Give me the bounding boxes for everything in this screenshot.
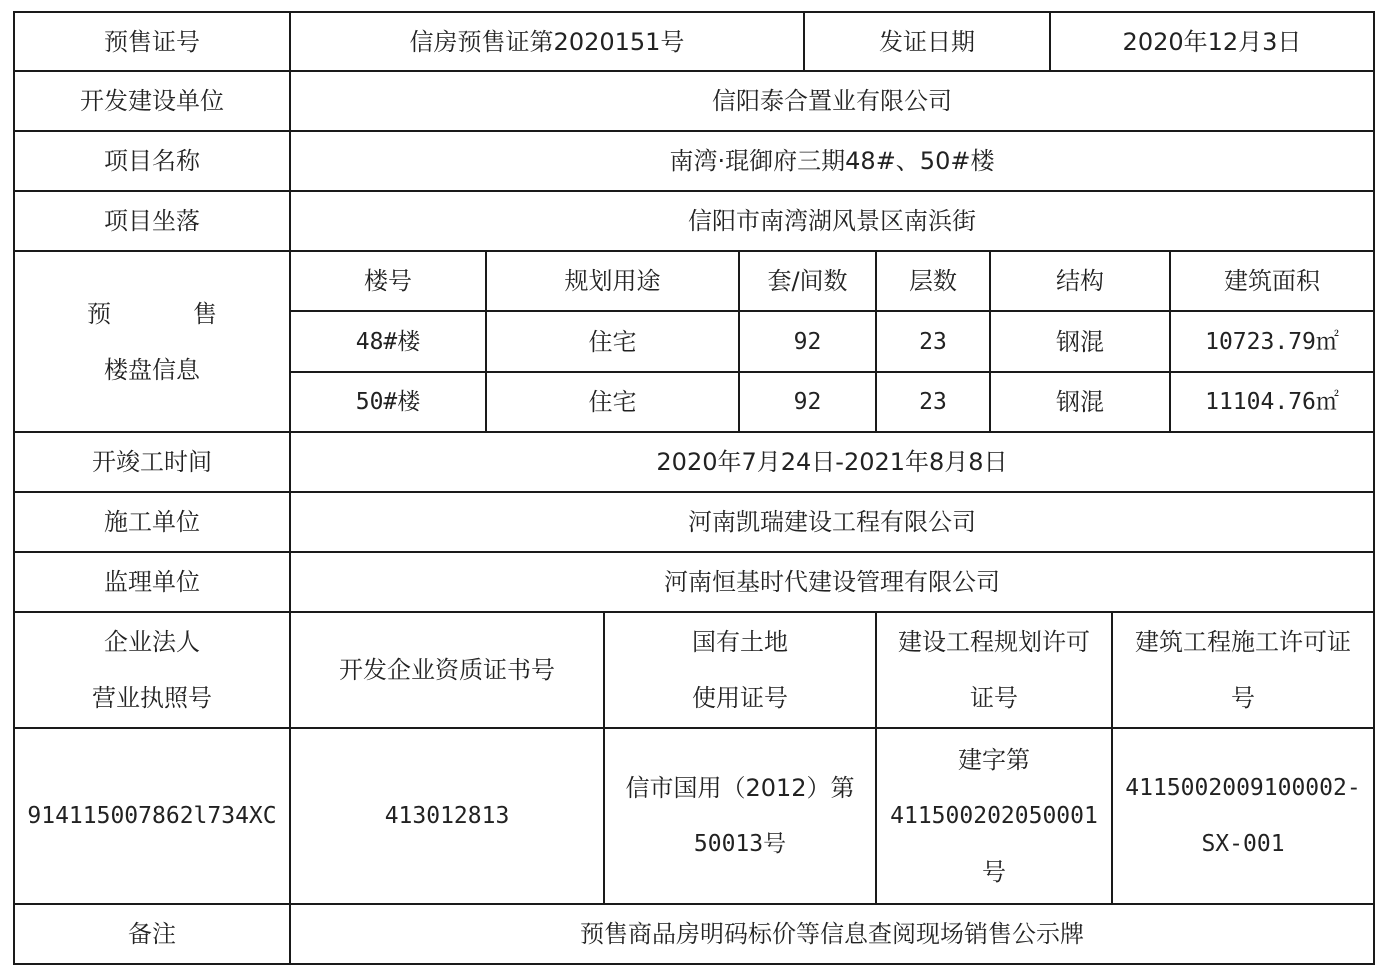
land-use-cert-label xyxy=(604,612,876,728)
grid-line xyxy=(989,250,991,432)
grid-line xyxy=(13,11,15,965)
table-row-50-floors: 23 xyxy=(919,389,947,415)
table-row-50-structure: 钢混 xyxy=(1056,388,1104,416)
grid-line xyxy=(1111,611,1113,904)
grid-line xyxy=(289,11,291,965)
header-planned-use: 规划用途 xyxy=(564,267,661,295)
project-name-value: 南湾·琨御府三期48#、50#楼 xyxy=(669,147,995,175)
grid-line xyxy=(875,250,877,432)
project-location-label: 项目坐落 xyxy=(104,207,200,235)
table-row-48-use: 住宅 xyxy=(588,327,637,356)
supervisor-value: 河南恒基时代建设管理有限公司 xyxy=(664,568,1000,596)
header-floor-area: 建筑面积 xyxy=(1224,267,1320,295)
developer-label: 开发建设单位 xyxy=(80,87,224,115)
construction-permit-value-2: SX-001 xyxy=(1201,831,1285,857)
table-row-50-area: 11104.76㎡ xyxy=(1205,389,1339,415)
construction-permit-label xyxy=(1112,612,1374,728)
construction-period-label: 开竣工时间 xyxy=(92,448,212,476)
project-name-label: 项目名称 xyxy=(104,147,200,175)
grid-line xyxy=(603,611,605,904)
header-unit-count: 套/间数 xyxy=(767,267,848,295)
contractor-value: 河南凯瑞建设工程有限公司 xyxy=(688,508,976,536)
grid-line xyxy=(13,491,1375,493)
planning-permit-value-1: 建字第 xyxy=(958,746,1030,774)
grid-line xyxy=(738,250,740,432)
grid-line xyxy=(13,190,1375,192)
grid-line xyxy=(13,551,1375,553)
business-license-label xyxy=(14,612,290,728)
grid-line xyxy=(1373,11,1375,965)
grid-line xyxy=(485,250,487,432)
project-location-value: 信阳市南湾湖风景区南浜街 xyxy=(688,207,976,235)
developer-value: 信阳泰合置业有限公司 xyxy=(712,87,952,115)
presale-label-char-1: 预 xyxy=(87,299,111,328)
planning-permit-value-2: 411500202050001 xyxy=(890,803,1098,829)
construction-permit-label-2: 号 xyxy=(1231,684,1255,712)
construction-permit-value xyxy=(1112,728,1374,904)
business-license-label-2: 营业执照号 xyxy=(92,684,212,712)
construction-permit-label-1: 建筑工程施工许可证 xyxy=(1135,628,1351,656)
grid-line xyxy=(290,371,1375,373)
table-row-48-floors: 23 xyxy=(919,328,947,355)
land-use-cert-label-1: 国有土地 xyxy=(692,628,788,656)
grid-line xyxy=(1049,11,1051,71)
issue-date-label: 发证日期 xyxy=(879,27,975,56)
grid-line xyxy=(13,11,1375,13)
land-use-cert-label-2: 使用证号 xyxy=(692,684,788,712)
land-use-cert-value-1: 信市国用（2012）第 xyxy=(625,774,855,802)
land-use-cert-value-2: 50013号 xyxy=(693,831,787,857)
header-floors: 层数 xyxy=(909,267,957,295)
grid-line xyxy=(13,963,1375,965)
table-row-50-building: 50#楼 xyxy=(355,389,421,415)
remarks-value: 预售商品房明码标价等信息查阅现场销售公示牌 xyxy=(580,920,1084,948)
planning-permit-label-2: 证号 xyxy=(970,684,1018,712)
presale-label-char-2: 售 xyxy=(193,299,217,328)
grid-line xyxy=(803,11,805,71)
issue-date-value: 2020年12月3日 xyxy=(1122,27,1302,56)
header-structure: 结构 xyxy=(1056,267,1104,295)
remarks-label: 备注 xyxy=(128,920,176,948)
qualification-cert-label: 开发企业资质证书号 xyxy=(339,656,555,684)
grid-line xyxy=(13,130,1375,132)
construction-period-value: 2020年7月24日-2021年8月8日 xyxy=(656,448,1008,476)
grid-line xyxy=(13,727,1375,729)
table-row-50-units: 92 xyxy=(793,389,822,415)
business-license-label-1: 企业法人 xyxy=(104,628,200,656)
grid-line xyxy=(875,611,877,904)
permit-number-value: 信房预售证第2020151号 xyxy=(409,27,685,56)
grid-line xyxy=(1169,250,1171,432)
planning-permit-label-1: 建设工程规划许可 xyxy=(898,628,1090,656)
contractor-label: 施工单位 xyxy=(104,508,200,536)
presale-label-line-2: 楼盘信息 xyxy=(104,355,200,384)
planning-permit-label xyxy=(876,612,1112,728)
table-row-50-use: 住宅 xyxy=(588,388,637,416)
grid-line xyxy=(13,611,1375,613)
construction-permit-value-1: 4115002009100002- xyxy=(1125,775,1361,801)
table-row-48-units: 92 xyxy=(793,328,822,355)
table-row-48-structure: 钢混 xyxy=(1056,327,1104,356)
qualification-cert-value: 413012813 xyxy=(384,803,510,829)
planning-permit-value xyxy=(876,728,1112,904)
business-license-value: 914115007862l734XC xyxy=(27,803,277,829)
grid-line xyxy=(13,903,1375,905)
land-use-cert-value xyxy=(604,728,876,904)
table-row-48-area: 10723.79㎡ xyxy=(1205,328,1339,355)
permit-number-label: 预售证号 xyxy=(104,27,200,56)
planning-permit-value-3: 号 xyxy=(982,858,1006,886)
header-building-no: 楼号 xyxy=(364,267,412,295)
supervisor-label: 监理单位 xyxy=(104,568,200,596)
table-row-48-building: 48#楼 xyxy=(355,328,421,355)
grid-line xyxy=(13,70,1375,72)
grid-line xyxy=(290,310,1375,312)
presale-info-label xyxy=(14,251,290,432)
